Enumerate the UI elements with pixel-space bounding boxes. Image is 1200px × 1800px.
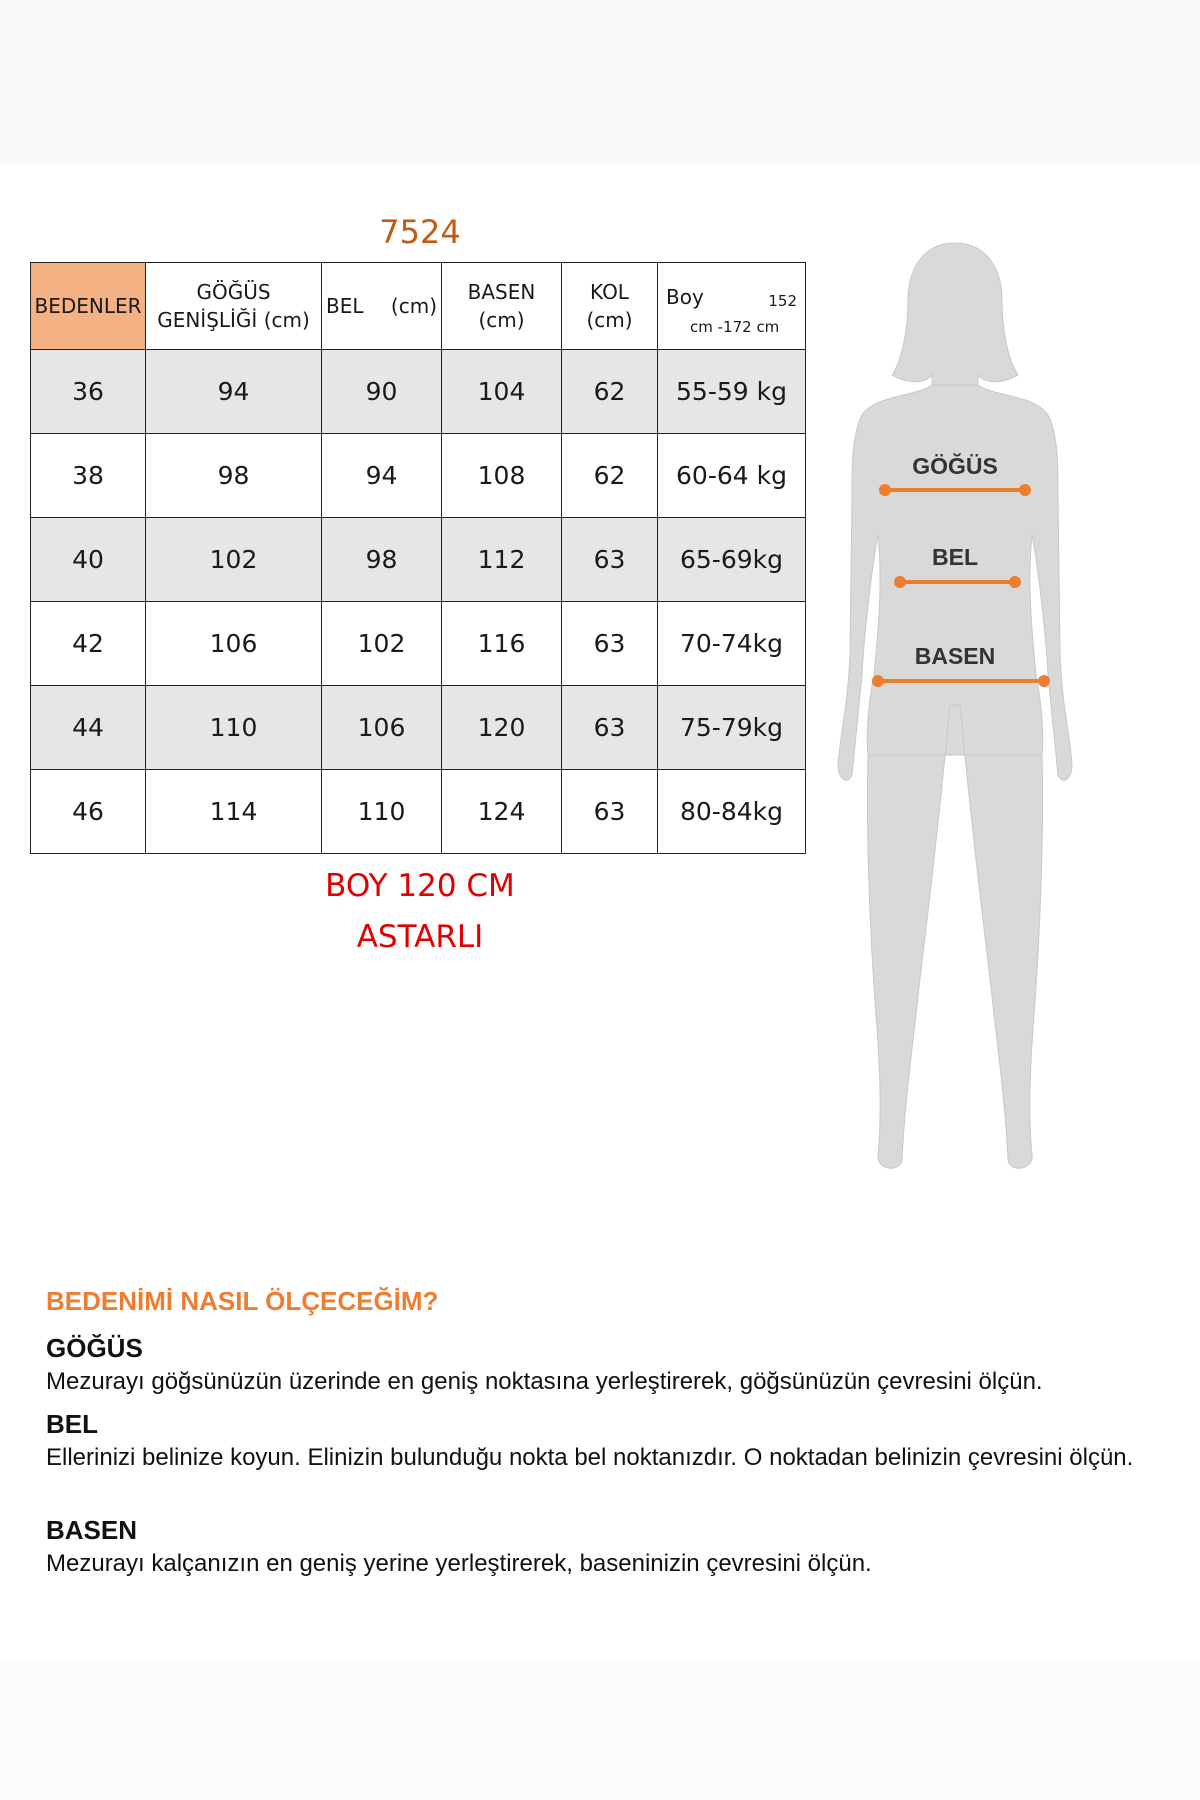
cell-kilo: 55-59 kg	[658, 350, 806, 434]
cell-bel: 94	[322, 434, 442, 518]
cell-gogus: 110	[146, 686, 322, 770]
cell-kol: 63	[562, 602, 658, 686]
cell-basen: 116	[442, 602, 562, 686]
table-row	[31, 434, 806, 518]
cell-kol: 63	[562, 518, 658, 602]
cell-gogus: 106	[146, 602, 322, 686]
cell-bel: 110	[322, 770, 442, 854]
cell-gogus: 94	[146, 350, 322, 434]
header-bel: BEL (cm)	[322, 263, 442, 350]
cell-gogus: 98	[146, 434, 322, 518]
header-bedenler: BEDENLER	[31, 263, 146, 350]
cell-basen: 120	[442, 686, 562, 770]
howto-hip-heading: BASEN	[46, 1515, 138, 1545]
silhouette-illustration	[830, 235, 1080, 1185]
cell-kilo: 70-74kg	[658, 602, 806, 686]
cell-bel: 90	[322, 350, 442, 434]
cell-basen: 104	[442, 350, 562, 434]
table-row	[31, 518, 806, 602]
cell-kilo: 60-64 kg	[658, 434, 806, 518]
cell-beden: 36	[31, 350, 146, 434]
cell-basen: 112	[442, 518, 562, 602]
figure-label-chest: GÖĞÜS	[912, 453, 998, 479]
cell-bel: 106	[322, 686, 442, 770]
howto-title: BEDENİMİ NASIL ÖLÇECEĞİM?	[46, 1286, 439, 1316]
figure-label-waist: BEL	[932, 544, 978, 570]
cell-beden: 44	[31, 686, 146, 770]
howto-waist-text: Ellerinizi belinize koyun. Elinizin bulunduğu nokta bel noktanızdır. O noktadan belinizin çevresini ölçün.	[46, 1444, 1134, 1471]
size-chart-table	[30, 262, 806, 854]
cell-gogus: 114	[146, 770, 322, 854]
header-basen: BASEN (cm)	[442, 263, 562, 350]
cell-bel: 98	[322, 518, 442, 602]
table-row	[31, 686, 806, 770]
length-note: BOY 120 CM	[325, 868, 515, 904]
cell-beden: 40	[31, 518, 146, 602]
cell-kilo: 65-69kg	[658, 518, 806, 602]
bottom-background-band	[0, 1660, 1200, 1800]
cell-basen: 124	[442, 770, 562, 854]
table-row	[31, 350, 806, 434]
cell-kilo: 80-84kg	[658, 770, 806, 854]
cell-beden: 38	[31, 434, 146, 518]
header-gogus: GÖĞÜS GENİŞLİĞİ (cm)	[146, 263, 322, 350]
cell-beden: 46	[31, 770, 146, 854]
howto-waist-heading: BEL	[46, 1409, 98, 1439]
table-row	[31, 602, 806, 686]
header-kol: KOL (cm)	[562, 263, 658, 350]
table-header-row	[31, 263, 806, 350]
cell-beden: 42	[31, 602, 146, 686]
howto-hip-text: Mezurayı kalçanızın en geniş yerine yerleştirerek, baseninizin çevresini ölçün.	[46, 1550, 872, 1577]
top-background-band	[0, 0, 1200, 165]
cell-kol: 62	[562, 350, 658, 434]
body-silhouette-figure	[830, 235, 1080, 1185]
cell-kilo: 75-79kg	[658, 686, 806, 770]
cell-gogus: 102	[146, 518, 322, 602]
figure-label-hip: BASEN	[914, 643, 996, 669]
howto-chest-heading: GÖĞÜS	[46, 1333, 143, 1363]
cell-kol: 63	[562, 770, 658, 854]
table-row	[31, 770, 806, 854]
cell-kol: 63	[562, 686, 658, 770]
lining-note: ASTARLI	[356, 919, 484, 955]
cell-basen: 108	[442, 434, 562, 518]
cell-bel: 102	[322, 602, 442, 686]
model-code: 7524	[379, 213, 461, 251]
cell-kol: 62	[562, 434, 658, 518]
howto-chest-text: Mezurayı göğsünüzün üzerinde en geniş noktasına yerleştirerek, göğsünüzün çevresini ölçün.	[46, 1368, 1043, 1395]
header-boy: Boy 152 cm -172 cm	[658, 263, 806, 350]
